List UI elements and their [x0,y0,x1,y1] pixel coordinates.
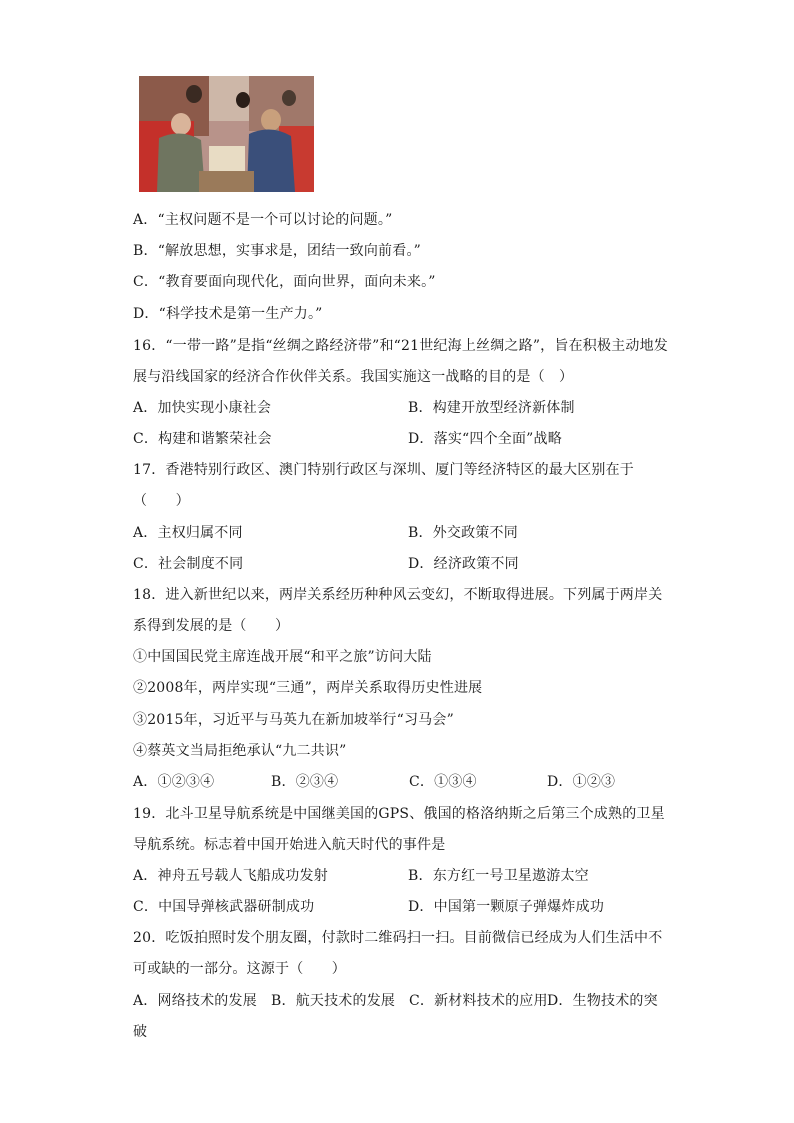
q20-stem-line2: 可或缺的一部分。这源于（ ） [133,961,346,977]
q18-item-4: ④蔡英文当局拒绝承认“九二共识” [133,743,347,759]
q20-option-a[interactable]: A．网络技术的发展 [133,993,257,1009]
q15-option-a[interactable]: A．“主权问题不是一个可以讨论的问题。” [133,212,393,228]
q16-option-b[interactable]: B．构建开放型经济新体制 [408,400,575,416]
photo-image [139,76,314,192]
historical-photo [139,76,314,192]
q16-option-d[interactable]: D．落实“四个全面”战略 [408,431,562,447]
q17-option-a[interactable]: A．主权归属不同 [133,525,243,541]
q18-item-1: ①中国国民党主席连战开展“和平之旅”访问大陆 [133,649,432,665]
q17-option-b[interactable]: B．外交政策不同 [408,525,518,541]
q20-option-d[interactable]: D．生物技术的突 [547,993,658,1009]
q20-option-b[interactable]: B．航天技术的发展 [271,993,396,1009]
q16-option-a[interactable]: A．加快实现小康社会 [133,400,272,416]
q18-option-b[interactable]: B．②③④ [271,774,339,790]
q19-option-d[interactable]: D．中国第一颗原子弹爆炸成功 [408,899,605,915]
q19-option-a[interactable]: A．神舟五号载人飞船成功发射 [133,868,328,884]
q18-stem-line1: 18．进入新世纪以来，两岸关系经历种种风云变幻，不断取得进展。下列属于两岸关 [133,587,663,603]
q20-option-c[interactable]: C．新材料技术的应用 [409,993,548,1009]
q19-option-c[interactable]: C．中国导弹核武器研制成功 [133,899,315,915]
q17-option-c[interactable]: C．社会制度不同 [133,556,244,572]
q17-option-d[interactable]: D．经济政策不同 [408,556,519,572]
q16-option-c[interactable]: C．构建和谐繁荣社会 [133,431,272,447]
q15-option-d[interactable]: D．“科学技术是第一生产力。” [133,306,323,322]
q16-stem-line1: 16．“一带一路”是指“丝绸之路经济带”和“21世纪海上丝绸之路”，旨在积极主动地发 [133,338,668,354]
q20-option-d-continued: 破 [133,1024,148,1040]
q18-option-d[interactable]: D．①②③ [547,774,616,790]
q18-option-c[interactable]: C．①③④ [409,774,477,790]
q19-option-b[interactable]: B．东方红一号卫星遨游太空 [408,868,589,884]
q18-item-3: ③2015年，习近平与马英九在新加坡举行“习马会” [133,712,454,728]
q15-option-b[interactable]: B．“解放思想，实事求是，团结一致向前看。” [133,243,422,259]
q18-option-a[interactable]: A．①②③④ [133,774,215,790]
q17-stem-line1: 17．香港特别行政区、澳门特别行政区与深圳、厦门等经济特区的最大区别在于 [133,462,635,478]
q17-stem-line2: （ ） [133,493,190,509]
q19-stem-line2: 导航系统。标志着中国开始进入航天时代的事件是 [133,837,446,853]
q18-stem-line2: 系得到发展的是（ ） [133,618,290,634]
q19-stem-line1: 19．北斗卫星导航系统是中国继美国的GPS、俄国的格洛纳斯之后第三个成熟的卫星 [133,806,665,822]
q16-stem-line2: 展与沿线国家的经济合作伙伴关系。我国实施这一战略的目的是（ ） [133,369,574,385]
q15-option-c[interactable]: C．“教育要面向现代化，面向世界，面向未来。” [133,274,436,290]
q20-stem-line1: 20．吃饭拍照时发个朋友圈，付款时二维码扫一扫。目前微信已经成为人们生活中不 [133,930,663,946]
q18-item-2: ②2008年，两岸实现“三通”，两岸关系取得历史性进展 [133,680,483,696]
